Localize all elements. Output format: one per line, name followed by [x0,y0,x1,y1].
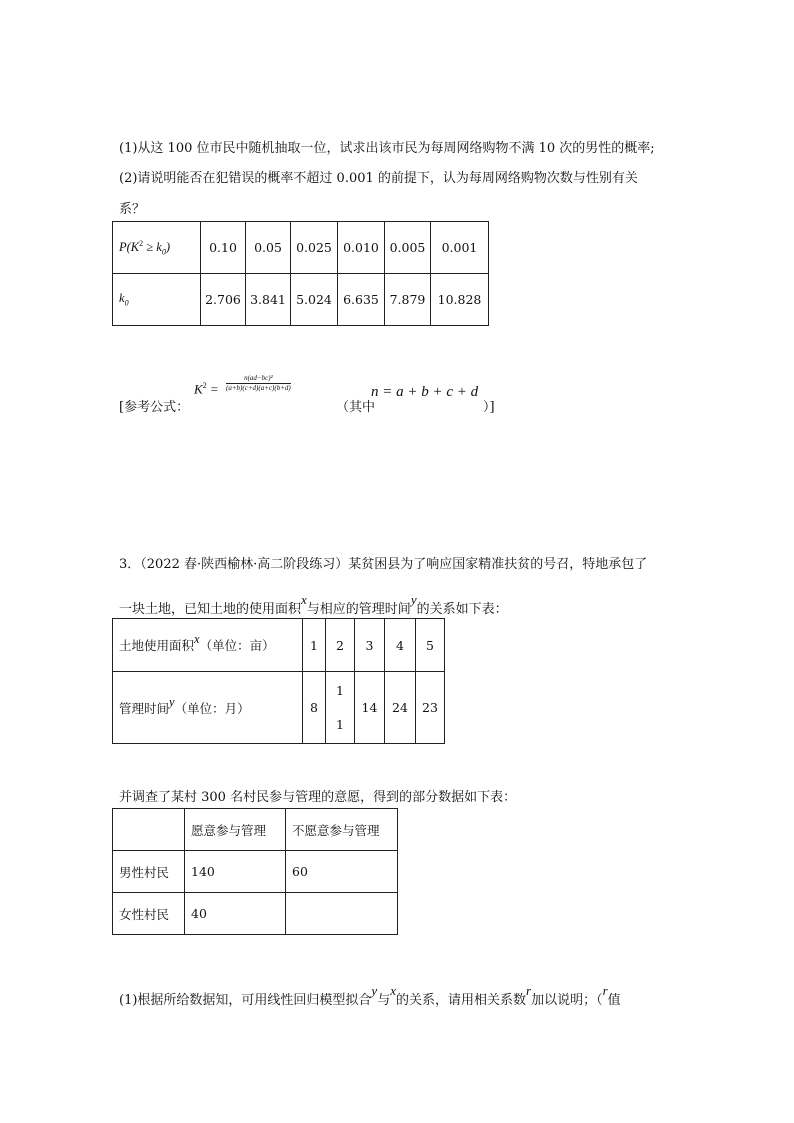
q3-line2-a: 一块土地，已知土地的使用面积 [119,602,302,617]
survey-cell: 60 [286,851,398,893]
var-y: y [169,694,175,709]
p-value-cell: 0.001 [431,222,489,274]
q3-part1 [119,983,621,1008]
time-cell: 23 [416,672,445,744]
p-value-cell: 0.10 [201,222,246,274]
time-cell: 8 [303,672,326,744]
survey-cell [286,893,398,935]
q2-part2: (2)请说明能否在犯错误的概率不超过 0.001 的前提下，认为每周网络购物次数与性别有关 [119,171,638,186]
var-x: x [301,592,307,607]
q3-line2-b: 与相应的管理时间 [306,602,411,617]
area-cell: 3 [355,619,385,672]
formula-numerator: n(ad−bc)² [226,374,291,384]
critical-row2-label: $k_0$ [113,274,201,326]
k-value-cell: 7.879 [385,274,431,326]
var-y: y [371,983,378,998]
land-row2-label-b: （单位：月） [174,700,250,716]
q2-part1: (1)从这 100 位市民中随机抽取一位，试求出该市民为每周网络购物不满 10 次的男性的概率; [119,141,655,156]
area-cell: 1 [303,619,326,672]
area-cell: 2 [326,619,355,672]
land-row2-label [113,672,303,744]
q3-part1-b: 与 [377,993,391,1008]
var-x: x [390,983,396,998]
survey-header-willing: 愿意参与管理 [185,809,286,851]
survey-row-label-male: 男性村民 [113,851,185,893]
formula-mid: （其中 [336,400,376,415]
q3-part1-d: 加以说明；（ [531,993,603,1008]
k-value-cell: 3.841 [246,274,291,326]
survey-header-unwilling: 不愿意参与管理 [286,809,398,851]
survey-cell: 140 [185,851,286,893]
land-row2-label-a: 管理时间 [119,700,170,716]
formula-k2: $K^2$ = [194,381,219,397]
formula-n-def: n = a + b + c + d [371,384,479,400]
var-r: r [526,983,532,998]
k-value-cell: 6.635 [338,274,385,326]
k-value-cell: 10.828 [431,274,489,326]
land-row1-label-a: 土地使用面积 [119,638,195,653]
time-cell-bottom: 1 [336,716,344,732]
time-cell-top: 1 [336,682,344,698]
q2-part2-cont: 系？ [119,202,146,217]
formula-suffix: ）] [483,400,495,415]
critical-row1-label: $P(K^2 \ge k_0)$ [113,222,201,274]
k-value-cell: 5.024 [291,274,338,326]
q3-line1: 3．（2022 春·陕西榆林·高二阶段练习）某贫困县为了响应国家精准扶贫的号召，特地承包了 [119,557,648,572]
var-y: y [410,592,417,607]
formula-denominator: (a+b)(c+d)(a+c)(b+d) [226,384,291,392]
time-cell: 14 [355,672,385,744]
p-value-cell: 0.05 [246,222,291,274]
formula-prefix: [参考公式： [119,400,190,415]
survey-cell: 40 [185,893,286,935]
area-cell: 4 [385,619,416,672]
survey-table [112,808,398,935]
q3-part1-c: 的关系，请用相关系数 [396,993,527,1008]
k-value-cell: 2.706 [201,274,246,326]
p-value-cell: 0.005 [385,222,431,274]
time-cell-split [326,672,355,744]
var-x: x [194,632,200,646]
land-row1-label-b: （单位：亩） [199,638,275,653]
time-cell: 24 [385,672,416,744]
q3-line2 [119,592,508,617]
survey-intro: 并调查了某村 300 名村民参与管理的意愿，得到的部分数据如下表： [119,790,517,805]
formula-fraction [226,374,291,393]
q3-line2-c: 的关系如下表： [416,602,508,617]
survey-row-label-female: 女性村民 [113,893,185,935]
var-r: r [602,983,608,998]
p-value-cell: 0.010 [338,222,385,274]
critical-value-table [112,221,489,326]
p-value-cell: 0.025 [291,222,338,274]
area-cell: 5 [416,619,445,672]
land-table [112,618,445,744]
survey-corner-cell [113,809,185,851]
q3-part1-a: (1)根据所给数据知，可用线性回归模型拟合 [119,993,372,1008]
q3-part1-e: 值 [607,993,621,1008]
land-row1-label [113,619,303,672]
